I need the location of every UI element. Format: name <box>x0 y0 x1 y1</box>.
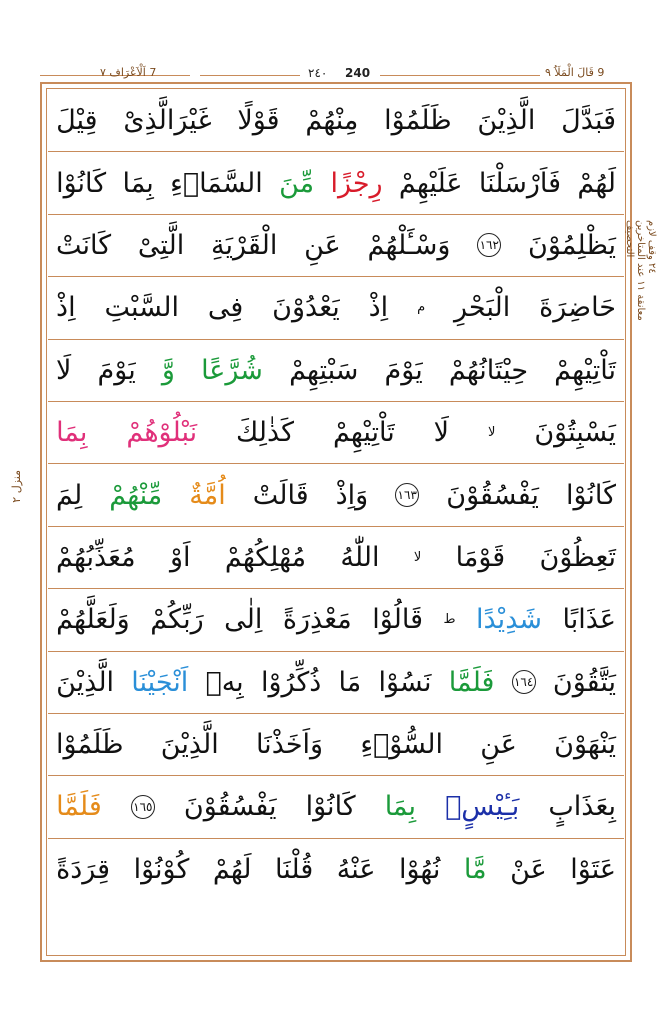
text-line <box>48 340 624 402</box>
word: وَسْـَٔلْهُمْ <box>367 229 451 261</box>
word: قِيْلَ <box>56 105 98 137</box>
word: عَلَيْهِمْ <box>398 167 463 199</box>
word: مَعْذِرَةً <box>282 604 352 636</box>
word: بِمَا <box>122 167 154 199</box>
word: عَنْ <box>510 854 547 886</box>
word: اِلٰى <box>224 604 263 636</box>
text-line <box>48 776 624 838</box>
waqf-stop-mark: م <box>417 300 426 316</box>
word: نُهُوْا <box>398 854 441 886</box>
word: الْقَرْيَةِ <box>211 229 278 261</box>
word: شَدِيْدًا <box>476 604 542 636</box>
margin-note: التحصيف <box>624 220 635 258</box>
waqf-stop-mark: لا <box>413 549 422 565</box>
word: يَفْسُقُوْنَ <box>446 479 539 511</box>
manzil-marker: منزل ٢ <box>10 470 23 503</box>
ayah-number-marker: ١٦٤ <box>512 670 536 694</box>
word: قَوْمَا <box>455 541 506 573</box>
text-line <box>48 464 624 526</box>
word: عَنِ <box>304 229 341 261</box>
word: الْبَحْرِ <box>454 292 511 324</box>
word: بِهٖ <box>205 666 244 698</box>
word: السَّبْتِ <box>104 292 179 324</box>
word: مِّنَ <box>279 167 315 199</box>
text-line <box>48 839 624 901</box>
word: كَانُوْا <box>305 791 356 823</box>
word: بَـِٔيْسٍۢ <box>445 791 520 823</box>
word: مِّنْهُمْ <box>109 479 163 511</box>
word: اِذْ <box>368 292 389 324</box>
word: وَاِذْ <box>335 479 369 511</box>
word: فَبَدَّلَ <box>561 105 616 137</box>
word: اَوْ <box>169 541 191 573</box>
word: اَنْجَيْنَا <box>131 666 189 698</box>
word: فِى <box>207 292 244 324</box>
text-line <box>48 215 624 277</box>
word: قَالُوْا <box>372 604 423 636</box>
word: وَلَعَلَّهُمْ <box>56 604 130 636</box>
juz-label: 9 قَالَ الْمَلَاُ ٩ <box>545 66 605 79</box>
surah-label: 7 اَلْاَعْرَاف ٧ <box>100 66 157 79</box>
text-line <box>48 589 624 651</box>
text-line <box>48 90 624 152</box>
word: قَوْلًا <box>237 105 280 137</box>
text-line <box>48 714 624 776</box>
word: غَيْرَالَّذِىْ <box>123 105 212 137</box>
word: قَالَتْ <box>252 479 309 511</box>
word: عَنِ <box>480 729 517 761</box>
word: فَلَمَّا <box>448 666 495 698</box>
word: ذُكِّرُوْا <box>260 666 322 698</box>
word: ظَلَمُوْا <box>384 105 452 137</box>
word: يَسْبِتُوْنَ <box>534 417 616 449</box>
word: يَنْهَوْنَ <box>554 729 616 761</box>
margin-note: ٢٤ وقف لازم <box>646 220 657 274</box>
word: ظَلَمُوْا <box>56 729 124 761</box>
word: السُّوْۗءِ <box>360 729 443 761</box>
word: شُرَّعًا <box>201 354 263 386</box>
ayah-number-marker: ١٦٣ <box>395 483 419 507</box>
word: فَاَرْسَلْنَا <box>478 167 561 199</box>
page-number: 240 <box>345 66 371 80</box>
word: تَاْتِيْهِمْ <box>554 354 616 386</box>
word: كَانُوْا <box>565 479 616 511</box>
quran-text-lines <box>48 90 624 901</box>
word: يَعْدُوْنَ <box>272 292 340 324</box>
word: حَاضِرَةَ <box>539 292 616 324</box>
word: فَلَمَّا <box>56 791 102 823</box>
header-rule-mid-right <box>380 75 540 76</box>
word: عَذَابًا <box>562 604 616 636</box>
word: رِجْزًا <box>330 167 383 199</box>
word: مَا <box>338 666 362 698</box>
word: وَاَخَذْنَا <box>255 729 324 761</box>
text-line <box>48 152 624 214</box>
word: كَانَتْ <box>56 229 112 261</box>
text-line <box>48 527 624 589</box>
word: مِنْهُمْ <box>305 105 359 137</box>
word: تَاْتِيْهِمْ <box>332 417 395 449</box>
word: بِمَا <box>384 791 417 823</box>
word: لَهُمْ <box>577 167 616 199</box>
word: حِيْتَانُهُمْ <box>448 354 529 386</box>
word: يَفْسُقُوْنَ <box>183 791 277 823</box>
margin-notes <box>624 220 657 820</box>
word: يَوْمَ <box>97 354 136 386</box>
word: كَذٰلِكَ <box>236 417 295 449</box>
word: مَّا <box>463 854 487 886</box>
word: لَا <box>56 354 72 386</box>
word: الَّذِيْنَ <box>160 729 219 761</box>
word: اللّٰهُ <box>340 541 380 573</box>
margin-note: معانقة ١١ عند المتاخرين <box>635 220 646 321</box>
word: نَسُوْا <box>378 666 432 698</box>
word: سَبْتِهِمْ <box>289 354 359 386</box>
word: يَظْلِمُوْنَ <box>528 229 616 261</box>
word: قُلْنَا <box>275 854 314 886</box>
word: الَّذِيْنَ <box>477 105 536 137</box>
word: السَّمَاۗءِ <box>170 167 263 199</box>
word: لِمَ <box>56 479 83 511</box>
text-line <box>48 652 624 714</box>
waqf-stop-mark: لا <box>487 425 496 441</box>
word: كُوْنُوْا <box>133 854 190 886</box>
word: لَهُمْ <box>212 854 252 886</box>
word: قِرَدَةً <box>56 854 111 886</box>
word: كَانُوْا <box>56 167 107 199</box>
waqf-stop-mark: ط <box>443 612 456 628</box>
header-rule-mid-left <box>200 75 300 76</box>
ayah-number-marker: ١٦٥ <box>131 795 155 819</box>
ayah-number-marker: ١٦٢ <box>477 233 501 257</box>
word: عَنْهُ <box>336 854 376 886</box>
word: اِذْ <box>56 292 76 324</box>
word: مُعَذِّبُهُمْ <box>56 541 136 573</box>
word: يَتَّقُوْنَ <box>552 666 616 698</box>
word: لَا <box>433 417 450 449</box>
word: تَعِظُوْنَ <box>539 541 616 573</box>
word: عَتَوْا <box>570 854 616 886</box>
word: الَّتِىْ <box>137 229 185 261</box>
word: نَبْلُوْهُمْ <box>126 417 198 449</box>
word: اُمَّةٌ <box>189 479 226 511</box>
word: مُهْلِكُهُمْ <box>224 541 307 573</box>
text-line <box>48 277 624 339</box>
word: يَوْمَ <box>384 354 423 386</box>
word: رَبِّكُمْ <box>150 604 204 636</box>
word: وَّ <box>161 354 175 386</box>
text-line <box>48 402 624 464</box>
word: الَّذِيْنَ <box>56 666 115 698</box>
word: بِمَا <box>56 417 88 449</box>
word: بِعَذَابٍ <box>548 791 616 823</box>
page-number-arabic: ٢٤٠ <box>308 66 328 80</box>
